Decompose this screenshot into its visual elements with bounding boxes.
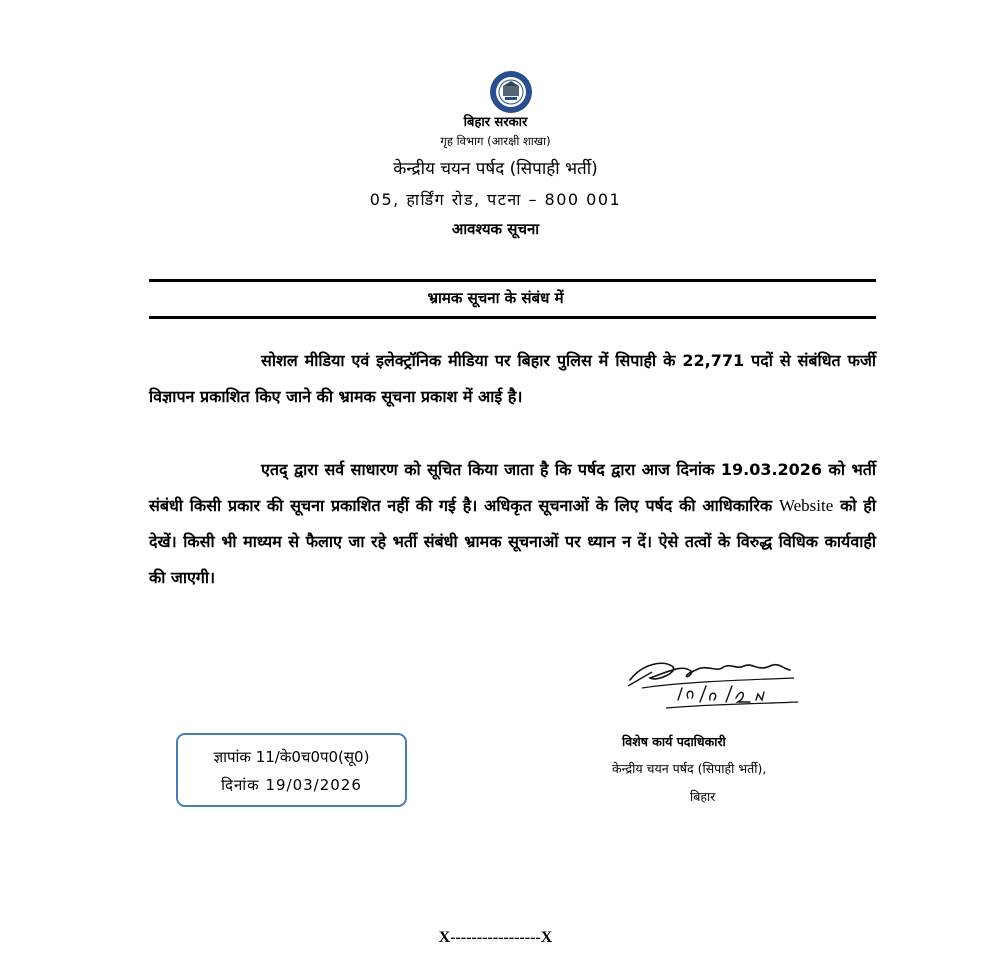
reference-box [176,733,407,807]
officer-state: बिहार [690,789,716,804]
officer-designation: विशेष कार्य पदाधिकारी [622,734,726,749]
document-end-marker: X-----------------X [438,929,553,946]
board-name: केन्द्रीय चयन पर्षद (सिपाही भर्ती) [393,159,598,179]
reference-number: ज्ञापांक 11/के0च0प0(सू0) [213,748,370,766]
subject-heading: भ्रामक सूचना के संबंध में [427,289,564,307]
body-paragraph-2 [149,452,876,596]
government-title: बिहार सरकार [463,115,528,130]
divider-top [149,279,876,282]
reference-date: दिनांक 19/03/2026 [221,776,362,794]
paragraph-2-text-end: को ही देखें। किसी भी माध्यम से फैलाए जा रहे भर्ती संबंधी भ्रामक सूचनाओं पर ध्यान न दें। ऐसे तत्वों के विरुद्ध विधिक कार्यवाही की जाएगी। [149,496,877,587]
officer-office: केन्द्रीय चयन पर्षद (सिपाही भर्ती), [612,761,767,776]
emblem-icon [489,70,533,114]
notice-type: आवश्यक सूचना [451,220,540,238]
department-name: गृह विभाग (आरक्षी शाखा) [440,134,551,148]
body-paragraph-1: सोशल मीडिया एवं इलेक्ट्रॉनिक मीडिया पर बिहार पुलिस में सिपाही के 22,771 पदों से संबंधित फर्जी विज्ञापन प्रकाशित किए जाने की भ्रामक सूचना प्रकाश में आई है। [149,351,876,406]
handwritten-signature [622,650,802,712]
divider-bottom [149,316,876,319]
board-address: 05, हार्डिंग रोड, पटना – 800 001 [369,190,622,209]
paragraph-2-text-start: एतद् द्वारा सर्व साधारण को सूचित किया जाता है कि पर्षद द्वारा आज दिनांक 19.03.2026 को भर्ती संबंधी किसी प्रकार की सूचना प्रकाशित नहीं की गई है। अधिकृत सूचनाओं के लिए पर्षद की आधिकारिक [149,460,876,515]
website-word: Website [778,496,834,515]
